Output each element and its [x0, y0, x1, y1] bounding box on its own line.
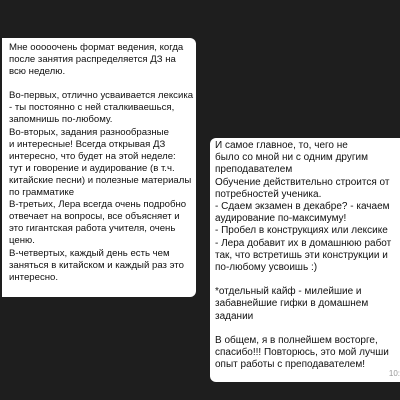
message-line: В общем, я в полнейшем восторге,: [215, 334, 378, 346]
message-line: так, что встретишь эти конструкции и: [215, 249, 388, 261]
message-line: интересно, что будет на этой неделе:: [9, 150, 176, 162]
message-line: забавнейшие гифки в домашнем: [215, 298, 369, 310]
message-line: тут и говорение и аудирование (в т.ч.: [9, 162, 175, 174]
message-line: интересно.: [9, 271, 59, 283]
message-line: - Лера добавит их в домашнюю работ: [215, 237, 392, 249]
message-line: опыт работы с преподавателем!: [215, 359, 366, 371]
message-line: это гигантская работа учителя, очень: [9, 223, 176, 235]
message-line: В-четвертых, каждый день есть чем: [9, 247, 170, 259]
message-line: по грамматике: [9, 187, 75, 199]
message-line: - ты постоянно с ней сталкиваешься,: [9, 102, 175, 114]
left-message-text: [9, 42, 194, 284]
paragraph-gap: [215, 323, 400, 335]
message-line: после занятия распределяется ДЗ на: [9, 54, 176, 66]
message-line: спасибо!!! Повторюсь, это мой лучши: [215, 347, 389, 359]
message-line: было со мной ни с одним другим: [215, 152, 368, 164]
message-line: *отдельный кайф - милейшие и: [215, 286, 362, 298]
message-line: Обучение действительно строится от: [215, 176, 390, 188]
message-line: отвечает на вопросы, все объясняет и: [9, 211, 180, 223]
message-line: ценю.: [9, 235, 35, 247]
message-line: В-третьих, Лера всегда очень подробно: [9, 199, 187, 211]
message-timestamp: 10:: [388, 368, 400, 378]
paragraph-gap: [215, 274, 400, 286]
message-line: Во-первых, отлично усваивается лексика: [9, 90, 194, 102]
message-line: потребностей ученика.: [215, 188, 322, 200]
message-line: И самое главное, то, чего не: [215, 140, 348, 151]
message-line: китайские песни) и полезные материалы: [9, 174, 192, 186]
message-bubble-right: [210, 138, 400, 382]
right-message-text: [215, 140, 400, 371]
message-line: аудирование по-максимуму!: [215, 213, 347, 225]
message-line: по-любому усвоишь :): [215, 262, 318, 274]
message-line: задании: [215, 310, 254, 322]
message-line: и интересные! Всегда открывая ДЗ: [9, 138, 166, 150]
message-line: всю неделю.: [9, 66, 66, 78]
message-line: преподавателем: [215, 164, 293, 176]
message-line: Мне ооооочень формат ведения, когда: [9, 42, 184, 53]
message-line: - Сдаем экзамен в декабре? - качаем: [215, 201, 390, 213]
paragraph-gap: [9, 78, 191, 90]
message-line: запомнишь по-любому.: [9, 114, 113, 126]
message-line: Во-вторых, задания разнообразные: [9, 126, 169, 138]
message-line: - Пробел в конструкциях или лексике: [215, 225, 388, 237]
message-bubble-left: [2, 38, 196, 297]
message-line: заняться в китайском и каждый раз это: [9, 259, 184, 271]
